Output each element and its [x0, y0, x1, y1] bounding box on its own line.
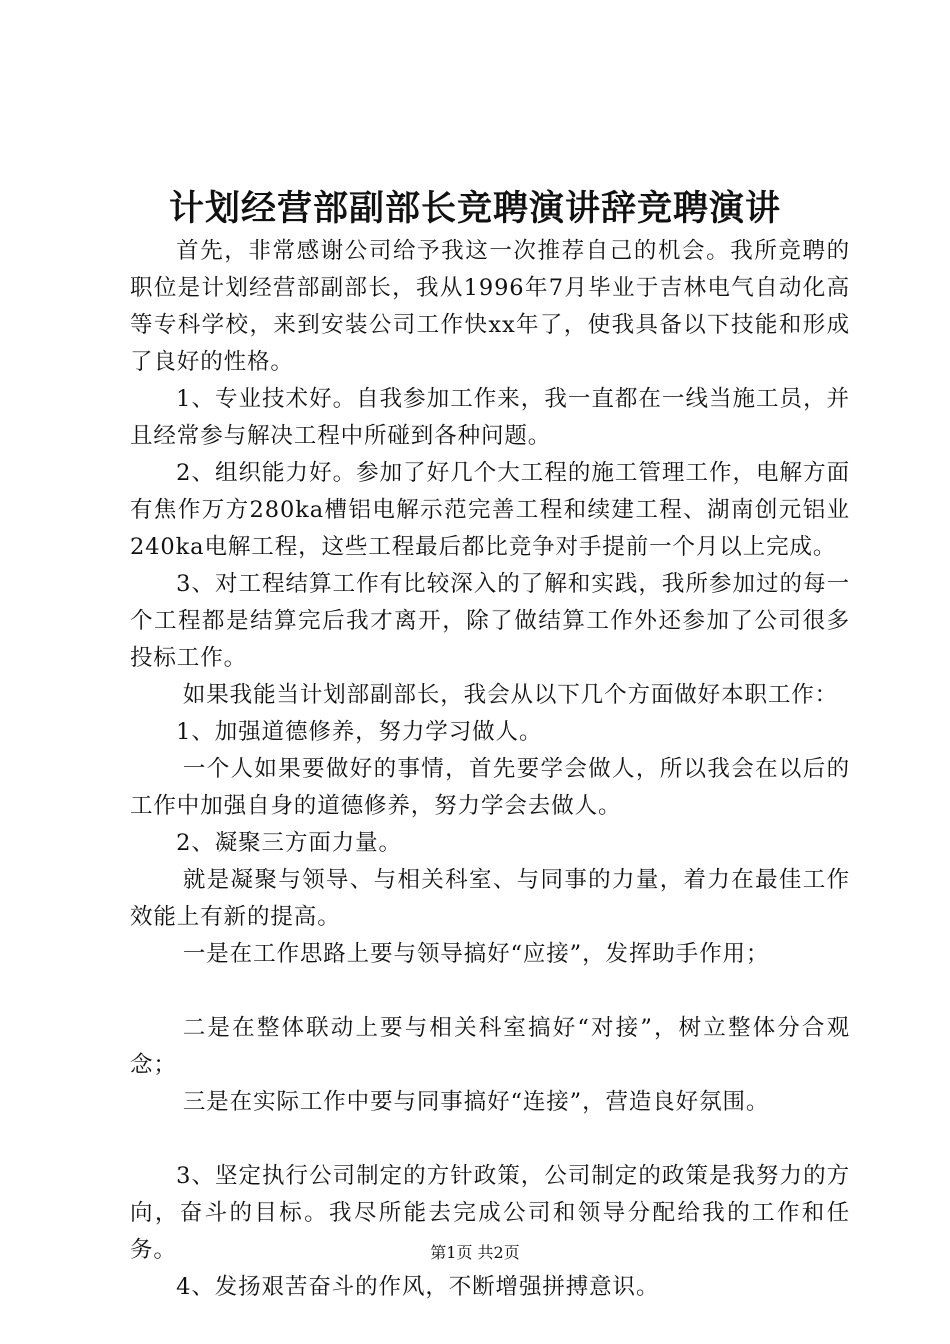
document-title: 计划经营部副部长竞聘演讲辞竞聘演讲: [168, 188, 781, 229]
paragraph-plan-1-detail: 一个人如果要做好的事情，首先要学会做人，所以我会在以后的工作中加强自身的道德修养，努力学会去做人。: [130, 756, 850, 819]
page-number-footer: 第1页 共2页: [430, 1243, 520, 1262]
paragraph-plan-4: 4、发扬艰苦奋斗的作风，不断增强拼搏意识。: [176, 1274, 660, 1300]
paragraph-plan-intro: 如果我能当计划部副部长，我会从以下几个方面做好本职工作：: [182, 682, 839, 708]
document-body: [130, 233, 850, 1306]
paragraph-intro: 首先，非常感谢公司给予我这一次推荐自己的机会。我所竞聘的职位是计划经营部副部长，我从1996年7月毕业于吉林电气自动化高等专科学校，来到安装公司工作快xx年了，使我具备以下技能和形成了良好的性格。: [130, 238, 850, 375]
paragraph-plan-2-point-3: 三是在实际工作中要与同事搞好“连接”，营造良好氛围。: [182, 1089, 770, 1115]
paragraph-plan-2: 2、凝聚三方面力量。: [176, 830, 402, 856]
paragraph-plan-2-point-2: 二是在整体联动上要与相关科室搞好“对接”，树立整体分合观念；: [130, 1015, 850, 1078]
paragraph-plan-3: 3、坚定执行公司制定的方针政策，公司制定的政策是我努力的方向，奋斗的目标。我尽所能去完成公司和领导分配给我的工作和任务。: [130, 1163, 850, 1263]
paragraph-plan-2-detail: 就是凝聚与领导、与相关科室、与同事的力量，着力在最佳工作效能上有新的提高。: [130, 867, 850, 930]
paragraph-skill-2: 2、组织能力好。参加了好几个大工程的施工管理工作，电解方面有焦作万方280ka槽铝电解示范完善工程和续建工程、湖南创元铝业240ka电解工程，这些工程最后都比竞争对手提前一个月以上完成。: [130, 460, 850, 560]
paragraph-skill-1: 1、专业技术好。自我参加工作来，我一直都在一线当施工员，并且经常参与解决工程中所碰到各种问题。: [130, 386, 850, 449]
paragraph-plan-2-point-1: 一是在工作思路上要与领导搞好“应接”，发挥助手作用；: [182, 941, 770, 967]
paragraph-skill-3: 3、对工程结算工作有比较深入的了解和实践，我所参加过的每一个工程都是结算完后我才离开，除了做结算工作外还参加了公司很多投标工作。: [130, 571, 850, 671]
paragraph-plan-1: 1、加强道德修养，努力学习做人。: [176, 719, 543, 745]
